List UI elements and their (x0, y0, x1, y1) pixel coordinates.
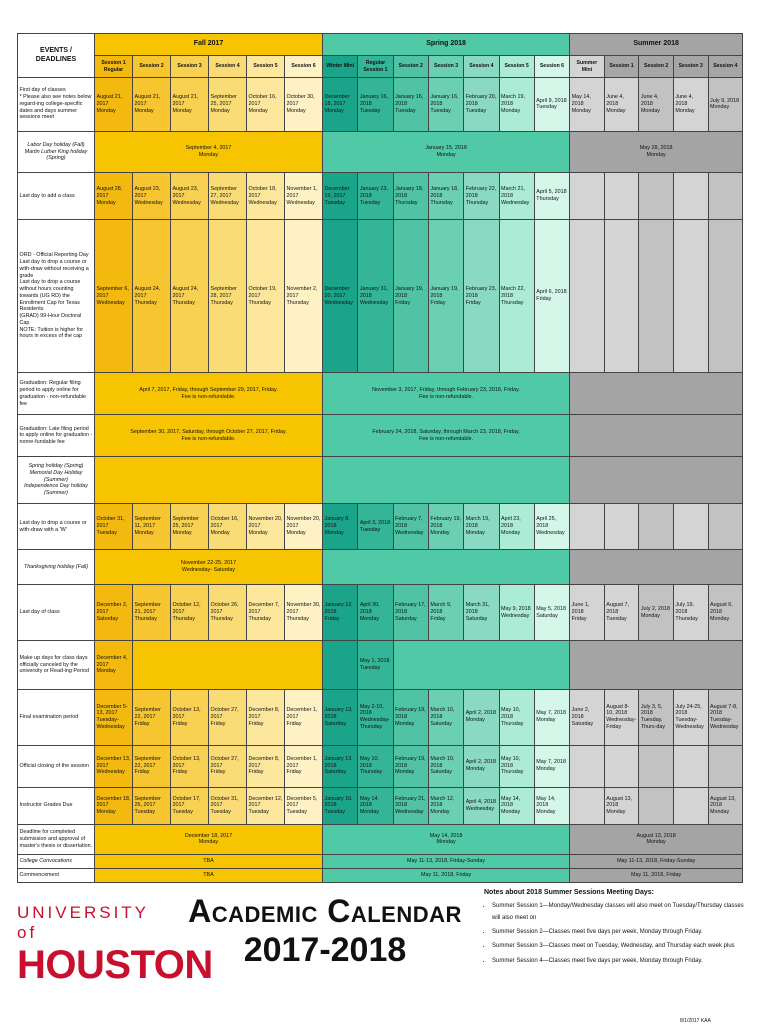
fall-date-cell: December 12, 2017 Tuesday (247, 787, 285, 824)
summer-date-cell: May 14, 2018 Monday (570, 78, 605, 132)
spring-date-cell: February 23, 2018 Friday (464, 219, 499, 373)
spring-date-cell: January 18, 2018 Thursday (428, 173, 463, 220)
events-deadlines-header: EVENTS / DEADLINES (18, 34, 95, 78)
spring-date-cell: April 3, 2018 Tuesday (358, 503, 393, 550)
fall-date-cell: October 31, 2017 Tuesday (95, 503, 133, 550)
spring-date-cell: December 18, 2017 Monday (323, 78, 358, 132)
fall-date-cell: October 19, 2017 Thursday (247, 219, 285, 373)
spring-date-cell: February 22, 2018 Thursday (464, 173, 499, 220)
spring-date-cell: March 19, 2018 Monday (464, 503, 499, 550)
summer-merged-cell: May 11, 2018, Friday (570, 868, 743, 882)
summer-date-cell: July 24-25, 2018 Tuesday- Wednesday (673, 689, 708, 745)
fall-date-cell: December 1, 2017 Friday (285, 745, 323, 787)
spring-date-cell: February 19, 2018 Monday (393, 689, 428, 745)
spring-date-cell: March 9, 2018 Friday (428, 585, 463, 641)
fall-date-cell: September 11, 2017 Monday (133, 503, 171, 550)
spring-date-cell: March 10, 2018 Saturday (428, 689, 463, 745)
session-header: Session 6 (285, 56, 323, 78)
calendar-row (18, 131, 743, 173)
summer-date-cell (604, 745, 639, 787)
spring-date-cell: April 25, 2018 Wednesday (534, 503, 569, 550)
summer-note-item: • Summer Session 1—Monday/Wednesday classes will also meet on Tuesday/Thursday classes will also meet on (492, 901, 746, 924)
fall-merged-cell: TBA (95, 854, 323, 868)
summer-merged-cell: May 28, 2018 Monday (570, 131, 743, 173)
calendar-row (18, 457, 743, 504)
fall-merged-cell: September 30, 2017, Saturday, through October 27, 2017, Friday. Fee is non-refundable. (95, 415, 323, 457)
spring-merged-cell: May 14, 2018 Monday (323, 824, 570, 854)
spring-merged-cell: January 15, 2018 Monday (323, 131, 570, 173)
fall-date-cell: September 26, 2017 Tuesday (133, 787, 171, 824)
fall-merged-cell: November 22-25, 2017 Wednesday- Saturday (95, 550, 323, 585)
spring-merged-cell (393, 640, 570, 689)
spring-date-cell: February 19, 2018 Monday (393, 745, 428, 787)
fall-date-cell: December 5-13, 2017 Tuesday- Wednesday (95, 689, 133, 745)
fall-date-cell: August 24, 2017 Thursday (133, 219, 171, 373)
spring-date-cell: January 13, 2018 Saturday (323, 689, 358, 745)
spring-date-cell: January 16, 2018 Tuesday (428, 78, 463, 132)
logo-university-text: UNIVERSITY of (17, 903, 149, 942)
summer-date-cell (708, 173, 743, 220)
fall-date-cell: December 18, 2017 Monday (95, 787, 133, 824)
session-header: Session 4 (464, 56, 499, 78)
fall-merged-cell (133, 640, 323, 689)
spring-date-cell: March 22, 2018 Thursday (499, 219, 534, 373)
spring-date-cell: April 23, 2018 Monday (499, 503, 534, 550)
calendar-row (18, 173, 743, 220)
fall-date-cell: September 25, 2017 Monday (171, 503, 209, 550)
academic-calendar-table (17, 33, 743, 883)
fall-date-cell: August 23, 2017 Wednesday (133, 173, 171, 220)
spring-date-cell: January 13, 2018 Saturday (323, 745, 358, 787)
summer-merged-cell (570, 457, 743, 504)
fall-date-cell: September 21, 2017 Thursday (133, 585, 171, 641)
fall-date-cell: November 2, 2017 Thursday (285, 219, 323, 373)
fall-date-cell: October 27, 2017 Friday (209, 689, 247, 745)
spring-date-cell: January 16, 2018 Tuesday (393, 78, 428, 132)
summer-date-cell (570, 219, 605, 373)
summer-date-cell (639, 219, 674, 373)
summer-date-cell (639, 745, 674, 787)
session-header: Session 5 (247, 56, 285, 78)
event-label: Thanksgiving holiday (Fall) (18, 550, 95, 585)
summer-merged-cell (570, 640, 743, 689)
calendar-row (18, 745, 743, 787)
summer-date-cell (570, 173, 605, 220)
calendar-row (18, 415, 743, 457)
event-label: Graduation: Late filing period to apply online for graduation - nonre-fundable fee (18, 415, 95, 457)
session-header: Session 3 (171, 56, 209, 78)
event-label: Spring holiday (Spring) Memorial Day Holiday (Summer) Independence Day holiday (Summer) (18, 457, 95, 504)
summer-date-cell: August 7-8, 2018 Tuesday- Wednesday (708, 689, 743, 745)
fall-date-cell: September 22, 2017 Friday (133, 689, 171, 745)
summer-merged-cell: August 13, 2018 Monday (570, 824, 743, 854)
summer-date-cell: July 3, 5, 2018 Tuesday, Thurs-day (639, 689, 674, 745)
fall-date-cell: November 30, 2017 Thursday (285, 585, 323, 641)
session-header: Session 6 (534, 56, 569, 78)
session-header: Session 2 (393, 56, 428, 78)
fall-date-cell: December 4, 2017 Monday (95, 640, 133, 689)
calendar-row (18, 78, 743, 132)
summer-date-cell (570, 745, 605, 787)
fall-date-cell: October 30, 2017 Monday (285, 78, 323, 132)
event-label: Instructor Grades Due (18, 787, 95, 824)
university-logo (17, 903, 213, 987)
spring-date-cell: May 10, 2018 Thursday (499, 745, 534, 787)
summer-date-cell (604, 503, 639, 550)
calendar-row (18, 854, 743, 868)
fall-date-cell: August 21, 2017 Monday (133, 78, 171, 132)
spring-merged-cell: May 11-13, 2018, Friday-Sunday (323, 854, 570, 868)
summer-date-cell (570, 503, 605, 550)
spring-date-cell: February 21, 2018 Wednesday (393, 787, 428, 824)
calendar-row (18, 585, 743, 641)
event-label: Make up days for class days officially canceled by the university or Read-ing Period (18, 640, 95, 689)
spring-date-cell: May 2-10, 2018 Wednesday- Thursday (358, 689, 393, 745)
summer-date-cell: August 8- 10, 2018 Wednesday- Friday (604, 689, 639, 745)
fall-date-cell: December 8, 2017 Friday (247, 745, 285, 787)
spring-date-cell: May 9, 2018 Wednesday (499, 585, 534, 641)
session-header: Session 4 (708, 56, 743, 78)
calendar-title (180, 892, 470, 970)
fall-merged-cell: TBA (95, 868, 323, 882)
fall-date-cell: September 25, 2017 Monday (209, 78, 247, 132)
session-header: Regular Session 1 (358, 56, 393, 78)
calendar-row (18, 503, 743, 550)
calendar-row (18, 787, 743, 824)
summer-note-item: • Summer Session 4—Classes meet five days per week, Monday through Friday. (492, 956, 746, 967)
fall-date-cell: September 27, 2017 Wednesday (209, 173, 247, 220)
summer-date-cell (673, 745, 708, 787)
fall-date-cell: August 21, 2017 Monday (171, 78, 209, 132)
spring-date-cell: February 7, 2018 Wednesday (393, 503, 428, 550)
fall-date-cell: August 21, 2017 Monday (95, 78, 133, 132)
calendar-row (18, 824, 743, 854)
event-label: Last day to drop a course or with-draw with a 'W' (18, 503, 95, 550)
summer-notes-list (484, 901, 746, 967)
fall-date-cell: October 16, 2017 Monday (209, 503, 247, 550)
event-label: Graduation: Regular filing period to apply online for graduation - non-refundable fee (18, 373, 95, 415)
logo-houston-text: HOUSTON (17, 943, 213, 987)
summer-date-cell (604, 219, 639, 373)
fall-date-cell: October 26, 2017 Thursday (209, 585, 247, 641)
event-label: Last day to add a class (18, 173, 95, 220)
spring-date-cell: March 12, 2018 Monday (428, 787, 463, 824)
session-header: Summer Mini (570, 56, 605, 78)
summer-date-cell (570, 787, 605, 824)
fall-date-cell: November 20, 2017 Monday (247, 503, 285, 550)
fall-date-cell: October 13, 2017 Friday (171, 745, 209, 787)
fall-date-cell: August 28, 2017 Monday (95, 173, 133, 220)
spring-date-cell: April 2, 2018 Monday (464, 745, 499, 787)
spring-date-cell: May 14, 2018 Monday (358, 787, 393, 824)
event-label: ORD - Official Reporting Day Last day to drop a course or with-draw without receiving a grade Last day to drop a course without hours counting towards (UG RD) the Enrollment Cap for Texas Residents (GRAD) 99-Hour Doctoral Cap NOTE: Tuition is higher for hours in excess of the cap (18, 219, 95, 373)
session-header: Session 1 (604, 56, 639, 78)
spring-date-cell: February 17, 2018 Saturday (393, 585, 428, 641)
fall-date-cell: August 24, 2017 Thursday (171, 219, 209, 373)
summer-date-cell: July 19, 2018 Thursday (673, 585, 708, 641)
fall-date-cell: December 8, 2017 Friday (247, 689, 285, 745)
session-header: Session 2 (133, 56, 171, 78)
summer-merged-cell: May 11-13, 2018, Friday-Sunday (570, 854, 743, 868)
summer-merged-cell (570, 550, 743, 585)
event-label: First day of classes * Please also see notes below regard-ing college-specific dates and days summer sessions meet (18, 78, 95, 132)
fall-date-cell: November 20, 2017 Monday (285, 503, 323, 550)
spring-date-cell: January 16, 2018 Tuesday (323, 787, 358, 824)
spring-date-cell: May 7, 2018 Monday (534, 745, 569, 787)
fall-merged-cell: April 7, 2017, Friday, through September 29, 2017, Friday. Fee is non-refundable. (95, 373, 323, 415)
summer-note-item: • Summer Session 3—Classes meet on Tuesday, Wednesday, and Thursday each week plus (492, 941, 746, 952)
summer-date-cell (639, 173, 674, 220)
spring-date-cell: May 5, 2018 Saturday (534, 585, 569, 641)
summer-date-cell (673, 219, 708, 373)
spring-date-cell: January 19, 2018 Friday (393, 219, 428, 373)
event-label: Deadline for completed submission and approval of master's thesis or dissertation. (18, 824, 95, 854)
session-header: Session 5 (499, 56, 534, 78)
spring-date-cell: April 4, 2018 Wednesday (464, 787, 499, 824)
spring-date-cell: April 9, 2018 Tuesday (534, 78, 569, 132)
fall-merged-cell: September 4, 2017 Monday (95, 131, 323, 173)
spring-date-cell: January 23, 2018 Tuesday (358, 173, 393, 220)
summer-date-cell (673, 787, 708, 824)
fall-date-cell: December 2, 2017 Saturday (95, 585, 133, 641)
fall-date-cell: December 13, 2017 Wednesday (95, 745, 133, 787)
summer-notes (484, 886, 746, 970)
fall-date-cell: December 7, 2017 Thursday (247, 585, 285, 641)
session-header: Session 3 (673, 56, 708, 78)
summer-date-cell: July 2, 2018 Monday (639, 585, 674, 641)
session-header: Session 4 (209, 56, 247, 78)
spring-merged-cell: November 3, 2017, Friday, through February 23, 2018, Friday. Fee is non-refundable. (323, 373, 570, 415)
spring-date-cell: May 14, 2018 Monday (534, 787, 569, 824)
event-label: Commencement (18, 868, 95, 882)
event-label: Labor Day holiday (Fall) Martin Luther King holiday (Spring) (18, 131, 95, 173)
fall-date-cell: December 5, 2017 Tuesday (285, 787, 323, 824)
spring-date-cell: April 6, 2018 Friday (534, 219, 569, 373)
spring-date-cell: May 14, 2018 Monday (499, 787, 534, 824)
summer-merged-cell (570, 373, 743, 415)
spring-date-cell: May 7, 2018 Monday (534, 689, 569, 745)
calendar-row (18, 640, 743, 689)
summer-date-cell: July 9, 2018 Monday (708, 78, 743, 132)
summer-date-cell (673, 503, 708, 550)
fall-date-cell: October 18, 2017 Wednesday (247, 173, 285, 220)
spring-date-cell: March 10, 2018 Saturday (428, 745, 463, 787)
spring-date-cell: January 8, 2018 Monday (323, 503, 358, 550)
fall-date-cell: October 17, 2017 Tuesday (171, 787, 209, 824)
summer-date-cell: June 4, 2018 Monday (604, 78, 639, 132)
spring-date-cell: January 12, 2018 Friday (323, 585, 358, 641)
fall-term-header: Fall 2017 (95, 34, 323, 56)
spring-date-cell: May 10, 2018 Thursday (358, 745, 393, 787)
calendar-row (18, 219, 743, 373)
session-header: Session 1 Regular (95, 56, 133, 78)
fall-date-cell: December 1, 2017 Friday (285, 689, 323, 745)
spring-date-cell: April 5, 2018 Thursday (534, 173, 569, 220)
event-label: Official closing of the session (18, 745, 95, 787)
spring-date-cell: March 21, 2018 Wednesday (499, 173, 534, 220)
spring-date-cell: May 10, 2018 Thursday (499, 689, 534, 745)
fall-merged-cell (95, 457, 323, 504)
fall-date-cell: September 6, 2017 Wednesday (95, 219, 133, 373)
event-label: College Convocations (18, 854, 95, 868)
spring-merged-cell: May 11, 2018, Friday (323, 868, 570, 882)
summer-date-cell (708, 745, 743, 787)
summer-date-cell: June 4, 2018 Monday (639, 78, 674, 132)
calendar-row (18, 550, 743, 585)
fall-date-cell: September 22, 2017 Friday (133, 745, 171, 787)
summer-date-cell (673, 173, 708, 220)
calendar-row (18, 373, 743, 415)
fall-date-cell: August 23, 2017 Wednesday (171, 173, 209, 220)
fall-date-cell: October 27, 2017 Friday (209, 745, 247, 787)
summer-date-cell (604, 173, 639, 220)
spring-date-cell: January 16, 2018 Tuesday (358, 78, 393, 132)
spring-date-cell: March 31, 2018 Saturday (464, 585, 499, 641)
spring-merged-cell: February 24, 2018, Saturday, through March 23, 2018, Friday. Fee is non-refundable. (323, 415, 570, 457)
summer-notes-heading: Notes about 2018 Summer Sessions Meeting Days: (484, 889, 654, 896)
calendar-row (18, 689, 743, 745)
spring-date-cell: April 2, 2018 Monday (464, 689, 499, 745)
spring-date-cell (323, 640, 358, 689)
spring-date-cell: December 20, 2017 Wednesday (323, 219, 358, 373)
summer-date-cell (708, 219, 743, 373)
spring-date-cell: May 1, 2018 Tuesday (358, 640, 393, 689)
spring-date-cell: February 20, 2018 Tuesday (464, 78, 499, 132)
spring-date-cell: January 18, 2018 Thursday (393, 173, 428, 220)
summer-merged-cell (570, 415, 743, 457)
summer-date-cell: June 2, 2018 Saturday (570, 689, 605, 745)
fall-date-cell: November 1, 2017 Wednesday (285, 173, 323, 220)
spring-date-cell: February 19, 2018 Monday (428, 503, 463, 550)
session-header: Winter Mini (323, 56, 358, 78)
summer-date-cell (639, 503, 674, 550)
spring-date-cell: December 19, 2017 Tuesday (323, 173, 358, 220)
spring-date-cell: April 30, 2018 Monday (358, 585, 393, 641)
spring-term-header: Spring 2018 (323, 34, 570, 56)
session-header: Session 3 (428, 56, 463, 78)
session-header: Session 2 (639, 56, 674, 78)
summer-date-cell: August 6, 2018 Monday (708, 585, 743, 641)
summer-date-cell: August 7, 2018 Tuesday (604, 585, 639, 641)
summer-date-cell: August 13, 2018 Monday (604, 787, 639, 824)
event-label: Last day of class (18, 585, 95, 641)
summer-date-cell (708, 503, 743, 550)
spring-merged-cell (323, 457, 570, 504)
fall-date-cell: October 16, 2017 Monday (247, 78, 285, 132)
title-line-2: 2017-2018 (243, 931, 407, 969)
spring-date-cell: January 31, 2018 Wednesday (358, 219, 393, 373)
fall-date-cell: October 12, 2017 Thursday (171, 585, 209, 641)
summer-date-cell (639, 787, 674, 824)
fall-date-cell: October 31, 2017 Tuesday (209, 787, 247, 824)
spring-merged-cell (323, 550, 570, 585)
spring-date-cell: January 19, 2018 Friday (428, 219, 463, 373)
calendar-row (18, 868, 743, 882)
revision-footer: 8/1/2017 KAA (680, 1018, 711, 1024)
fall-date-cell: September 28, 2017 Thursday (209, 219, 247, 373)
fall-date-cell: October 13, 2017 Friday (171, 689, 209, 745)
summer-note-item: • Summer Session 2—Classes meet five days per week, Monday through Friday. (492, 927, 746, 938)
event-label: Final examination period (18, 689, 95, 745)
summer-term-header: Summer 2018 (570, 34, 743, 56)
summer-date-cell: August 13, 2018 Monday (708, 787, 743, 824)
fall-merged-cell: December 18, 2017 Monday (95, 824, 323, 854)
title-line-1: Academic Calendar (188, 893, 462, 929)
summer-date-cell: June 1, 2018 Friday (570, 585, 605, 641)
summer-date-cell: June 4, 2018 Monday (673, 78, 708, 132)
spring-date-cell: March 19, 2018 Monday (499, 78, 534, 132)
